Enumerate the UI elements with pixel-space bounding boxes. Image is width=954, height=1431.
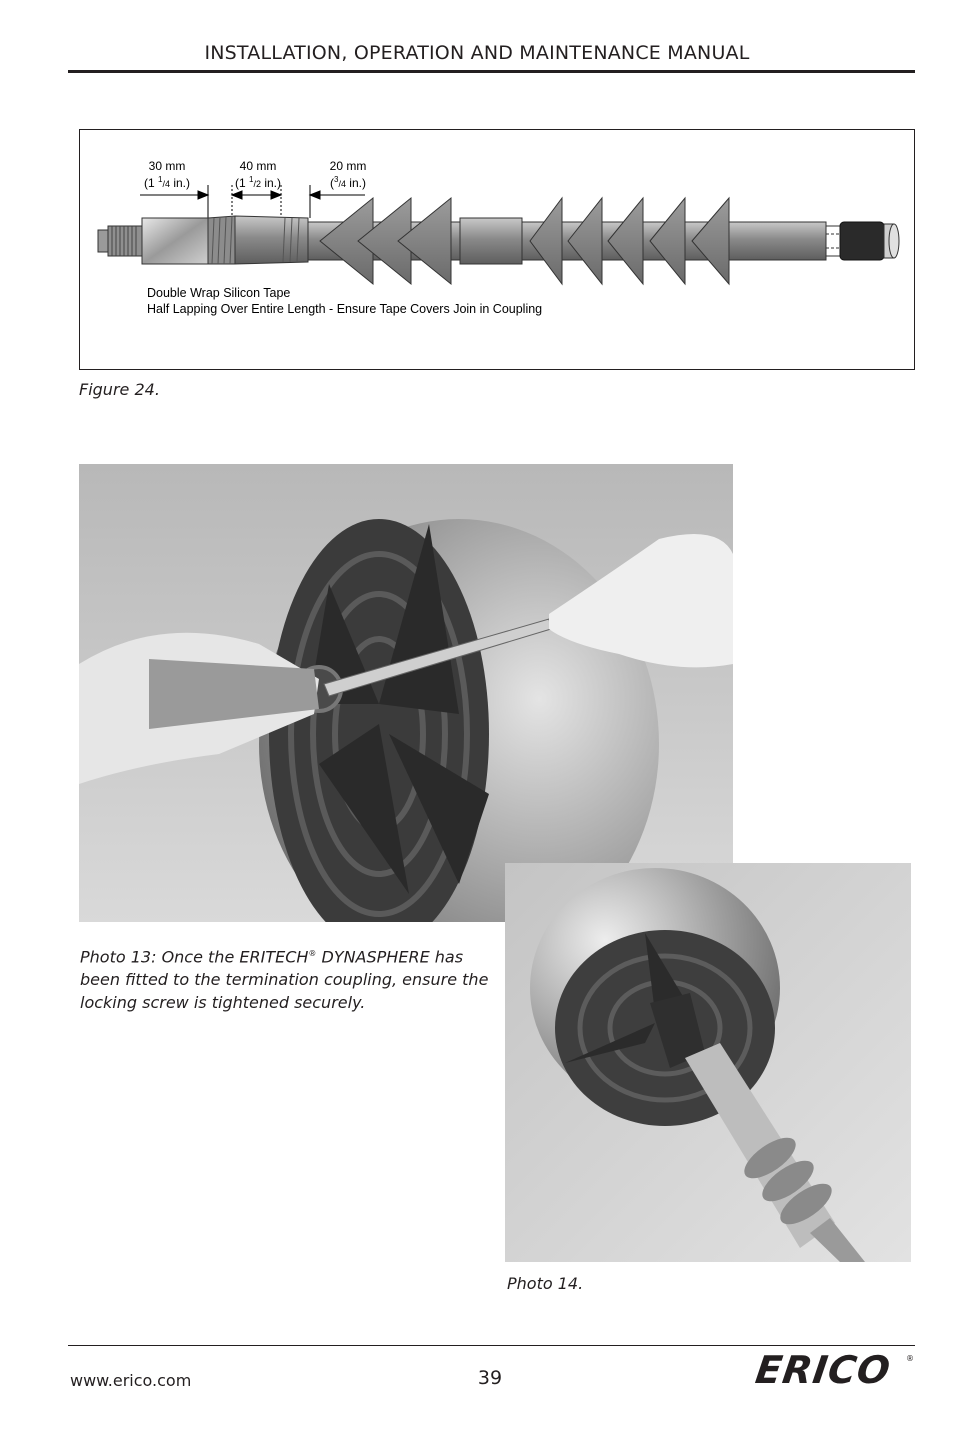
figure-24-diagram (79, 129, 915, 370)
page-number: 39 (477, 1367, 503, 1389)
footer-website: www.erico.com (70, 1371, 192, 1390)
header-rule (68, 70, 915, 73)
photo-13 (79, 464, 733, 922)
logo-wordmark: ERICO (752, 1348, 894, 1392)
rod-joint (460, 218, 522, 264)
dimension-20mm: 20 mm ($^3$/4 in.) (329, 159, 367, 190)
tape-wrap (208, 216, 308, 264)
photo-13-illustration (79, 464, 733, 922)
termination-diagram-svg (80, 130, 916, 371)
photo-14-illustration (505, 863, 911, 1262)
photo-13-caption: Photo 13: Once the ERITECH® DYNASPHERE has been fitted to the termination coupling, ensure the locking screw is tightened securely. (80, 947, 489, 1013)
erico-logo (752, 1348, 916, 1392)
coupling-body (142, 218, 208, 264)
manual-title: INSTALLATION, OPERATION AND MAINTENANCE MANUAL (204, 42, 750, 64)
conductor-end (826, 222, 899, 260)
figure-note: Double Wrap Silicon Tape Half Lapping Over Entire Length - Ensure Tape Covers Join in Coupling (147, 286, 543, 316)
dimension-30mm: 30 mm (1 $^1$/4 in.) (144, 159, 190, 190)
dimension-40mm: 40 mm (1 $^1$/2 in.) (235, 159, 281, 190)
footer-rule (68, 1345, 915, 1346)
figure-24-caption: Figure 24. (79, 380, 160, 399)
photo-14 (505, 863, 911, 1262)
threaded-stud (98, 226, 142, 256)
photo-14-caption: Photo 14. (507, 1274, 584, 1293)
logo-registered-mark: ® (906, 1354, 914, 1363)
